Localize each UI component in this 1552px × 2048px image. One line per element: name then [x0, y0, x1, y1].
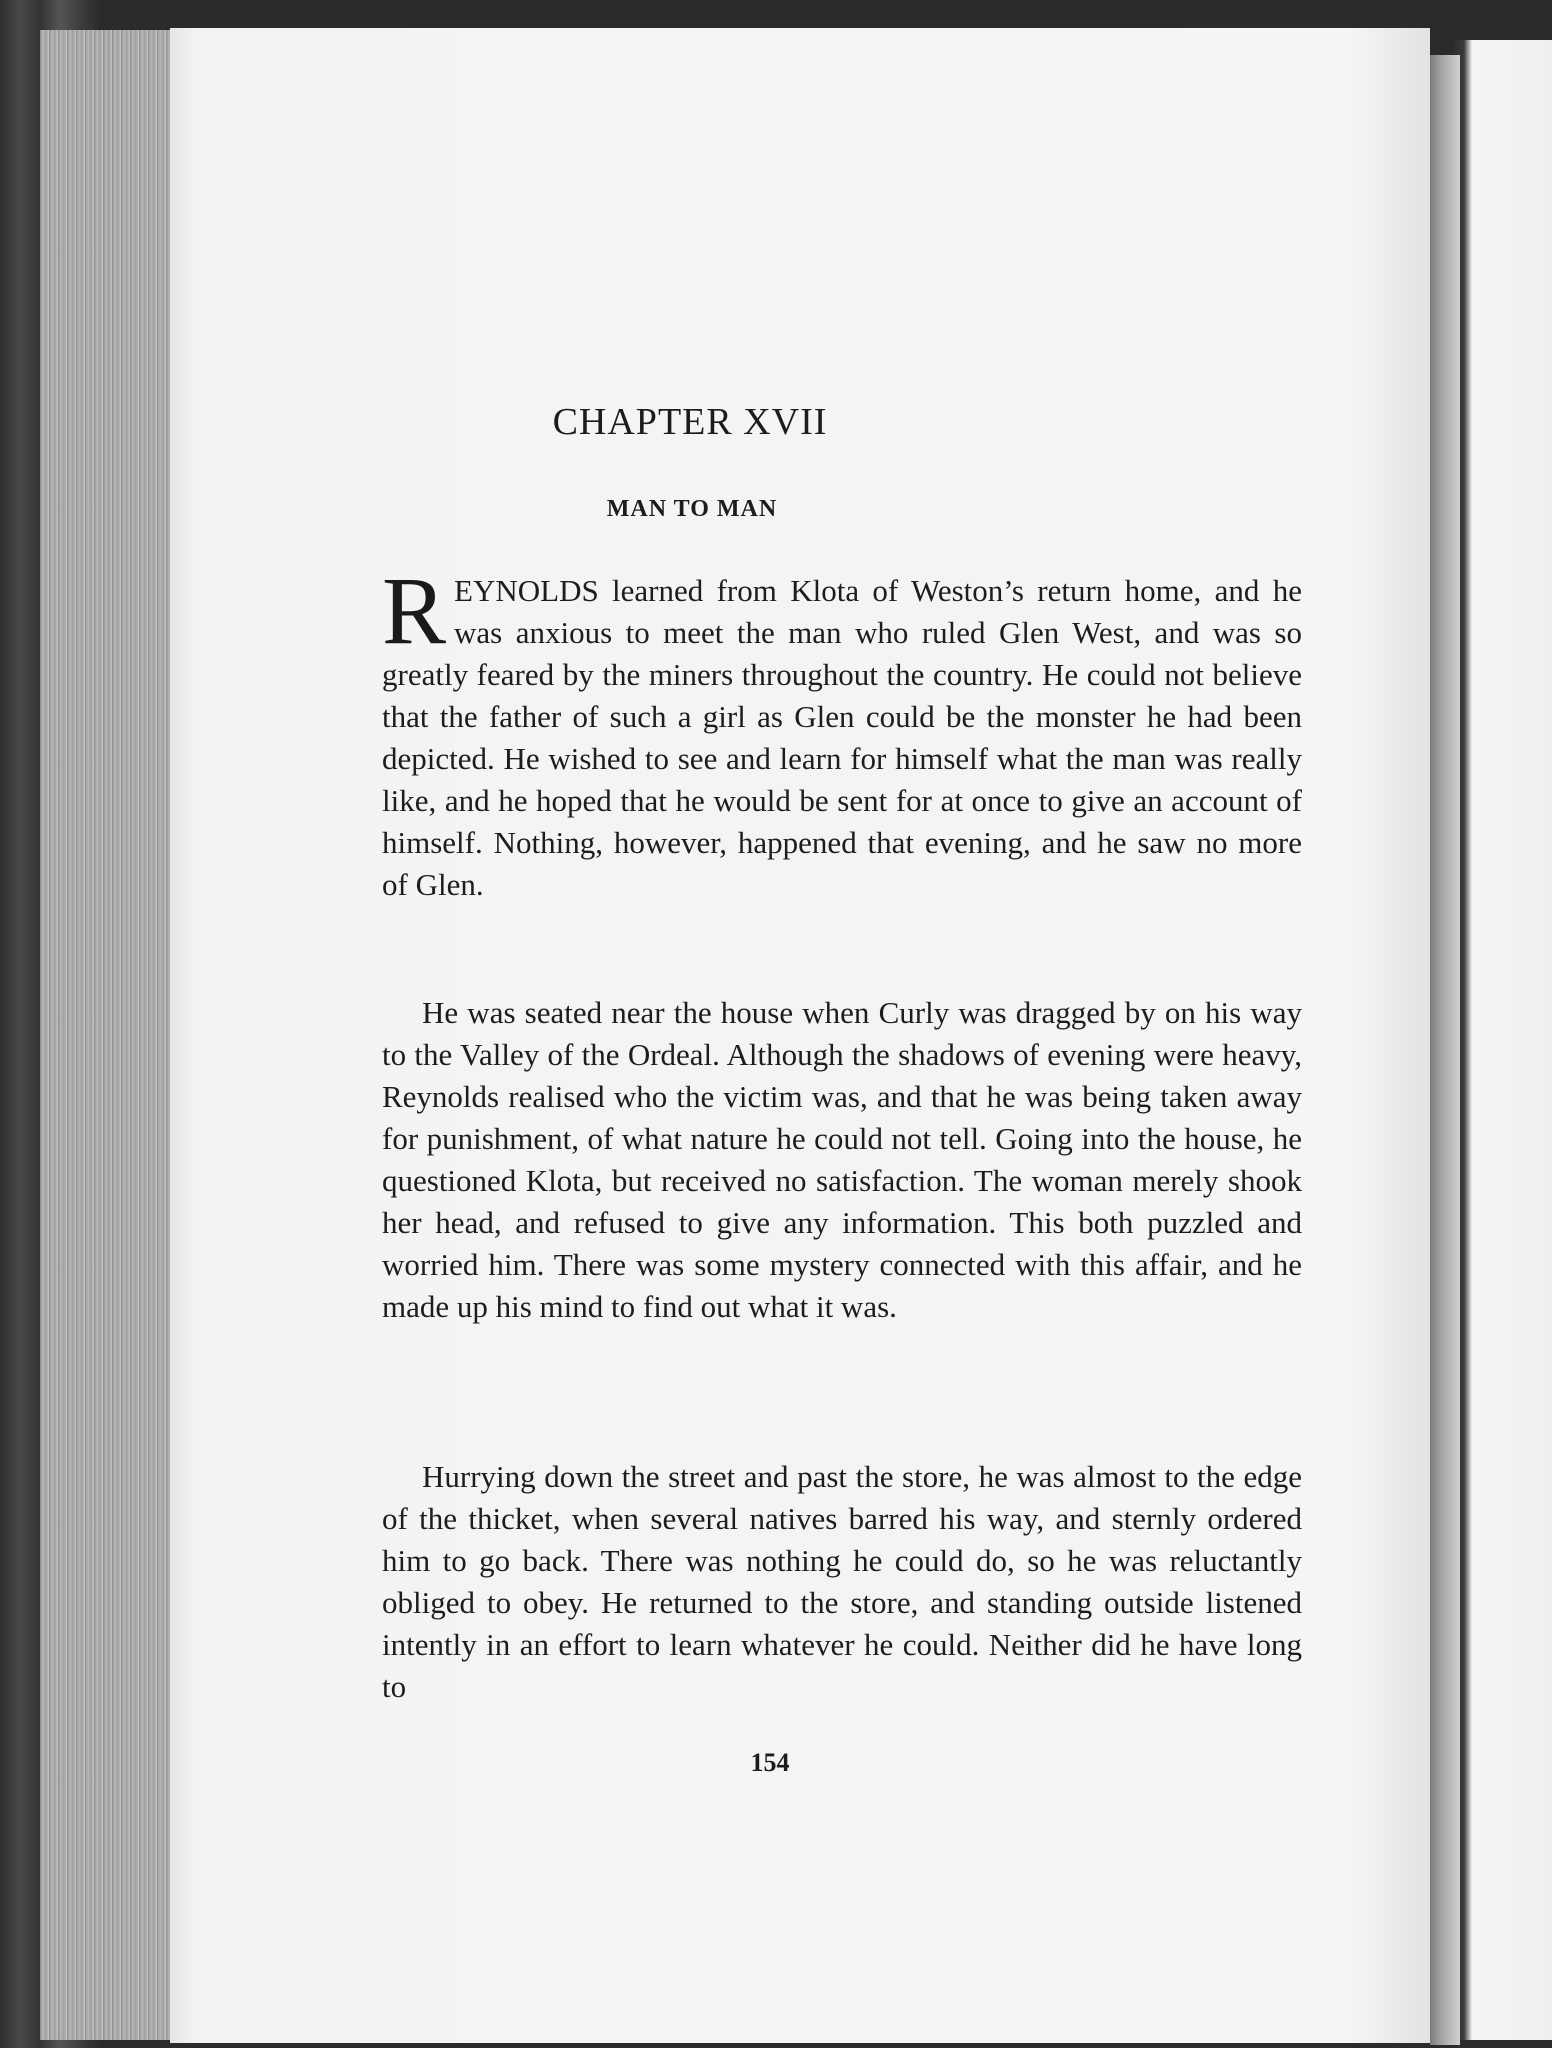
drop-cap: R [382, 557, 447, 664]
page-number: 154 [750, 1748, 790, 1777]
chapter-subtitle: MAN TO MAN [606, 496, 778, 522]
paragraph-2: He was seated near the house when Curly was dragged by on his way to the Valley of the Ordeal. Although the shadows of evening were heavy, Reynolds realised who the victim was, and that he was being taken away for punishment, of what nature he could not tell. Going into the house, he questioned Klota, but received no satisfaction. The woman merely shook her head, and refused to give any information. This both puzzled and worried him. There was some mystery connected with this affair, and he made up his mind to find out what it was. [382, 995, 1302, 1324]
next-page-edge [1452, 40, 1552, 2040]
page-gutter-shadow [1430, 55, 1460, 2045]
paragraph-3: Hurrying down the street and past the store, he was almost to the edge of the thicket, when several natives barred his way, and sternly ordered him to go back. There was nothing he could do, so he was reluctantly obliged to obey. He returned to the store, and standing outside listened intently in an effort to learn whatever he could. Neither did he have long to [382, 1459, 1302, 1704]
chapter-title: CHAPTER XVII [552, 401, 828, 443]
page-edges [40, 30, 180, 2040]
paragraph-1 [382, 557, 1302, 906]
paragraph-1-text: EYNOLDS learned from Klota of Weston’s return home, and he was anxious to meet the man who ruled Glen West, and was so greatly feared by the miners throughout the country. He could not believe that the father of such a girl as Glen could be the monster he had been depicted. He wished to see and learn for himself what the man was really like, and he hoped that he would be sent for at once to give an account of himself. Nothing, however, happened that evening, and he saw no more of Glen. [382, 573, 1302, 902]
